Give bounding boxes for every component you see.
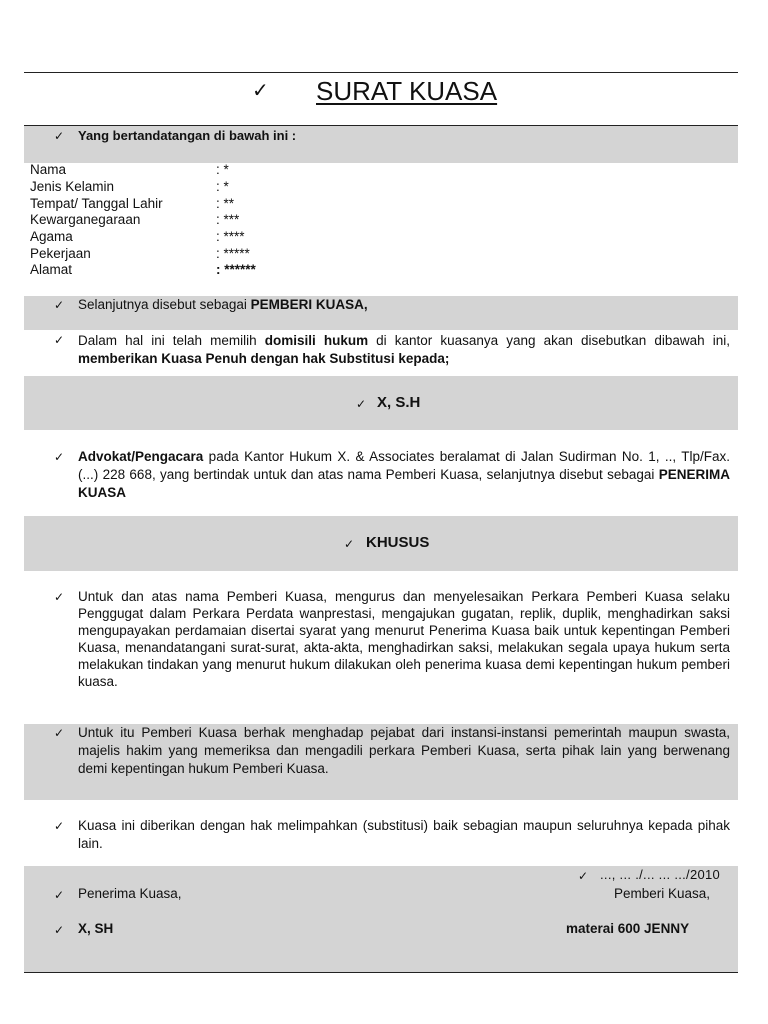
khusus-heading: KHUSUS [366, 534, 430, 551]
identity-label: Nama [30, 162, 67, 177]
check-icon: ✓ [54, 129, 65, 143]
check-icon: ✓ [344, 537, 355, 551]
check-icon: ✓ [54, 726, 65, 740]
check-icon: ✓ [54, 923, 65, 937]
check-icon: ✓ [54, 888, 65, 902]
identity-value: : ****** [216, 262, 256, 277]
identity-label: Kewarganegaraan [30, 212, 141, 227]
identity-value: : * [216, 179, 229, 194]
pemberi-statement: Selanjutnya disebut sebagai PEMBERI KUASA, [78, 297, 368, 312]
materai-stamp-text: materai 600 JENNY [566, 921, 690, 936]
check-icon: ✓ [356, 397, 367, 411]
attorney-name: X, S.H [377, 394, 421, 411]
identity-value: : *** [216, 212, 240, 227]
authority-paragraph: Untuk itu Pemberi Kuasa berhak menghadap pejabat dari instansi-instansi pemerintah maupun swasta, majelis hakim yang memeriksa dan mengadili perkara Pemberi Kuasa, serta pihak lain yang berwenang demi kepentingan hukum Pemberi Kuasa. [78, 725, 730, 776]
identity-value: : ** [216, 196, 235, 211]
date-line: ..., ... ./... ... .../2010 [600, 867, 721, 882]
top-rule [24, 72, 738, 73]
domisili-paragraph: Dalam hal ini telah memilih domisili hukum di kantor kuasanya yang akan disebutkan dibawah ini, memberikan Kuasa Penuh dengan hak Substitusi kepada; [78, 333, 730, 366]
check-icon: ✓ [54, 819, 65, 833]
penerima-name: X, SH [78, 921, 114, 936]
intro-text: Yang bertandatangan di bawah ini : [78, 128, 297, 143]
check-icon: ✓ [578, 869, 589, 883]
check-icon: ✓ [54, 450, 65, 464]
identity-label: Tempat/ Tanggal Lahir [30, 196, 163, 211]
penerima-label: Penerima Kuasa, [78, 886, 182, 901]
identity-label: Jenis Kelamin [30, 179, 115, 194]
advokat-paragraph: Advokat/Pengacara pada Kantor Hukum X. & Associates beralamat di Jalan Sudirman No. 1, .., Tlp/Fax. (...) 228 668, yang bertindak untuk dan atas nama Pemberi Kuasa, selanjutnya disebut sebagai PENERIMA KUASA [78, 449, 730, 500]
check-icon: ✓ [252, 78, 269, 102]
check-icon: ✓ [54, 590, 65, 604]
identity-label: Agama [30, 229, 73, 244]
substitution-paragraph: Kuasa ini diberikan dengan hak melimpahkan (substitusi) baik sebagian maupun seluruhnya kepada pihak lain. [78, 818, 730, 851]
identity-value: : ***** [216, 246, 250, 261]
identity-value: : **** [216, 229, 245, 244]
identity-label: Pekerjaan [30, 246, 91, 261]
check-icon: ✓ [54, 298, 65, 312]
mandate-paragraph: Untuk dan atas nama Pemberi Kuasa, mengurus dan menyelesaikan Perkara Pemberi Kuasa selaku Penggugat dalam Perkara Perdata wanprestasi, mengajukan gugatan, replik, duplik, menghadirkan saksi mengupayakan perdamaian disertai syarat yang menurut Penerima Kuasa baik untuk kepentingan Pemberi Kuasa, menandatangani surat-surat, akta-akta, menghadirkan saksi, melakukan segala upaya hukum serta melakukan tindakan yang menurut hukum dilakukan oleh penerima kuasa demi kepentingan hukum pemberi kuasa. [78, 589, 730, 689]
pemberi-label: Pemberi Kuasa, [614, 886, 711, 901]
identity-label: Alamat [30, 262, 73, 277]
bottom-rule [24, 972, 738, 973]
document-title: SURAT KUASA [316, 76, 498, 106]
check-icon: ✓ [54, 333, 65, 347]
identity-value: : * [216, 162, 229, 177]
